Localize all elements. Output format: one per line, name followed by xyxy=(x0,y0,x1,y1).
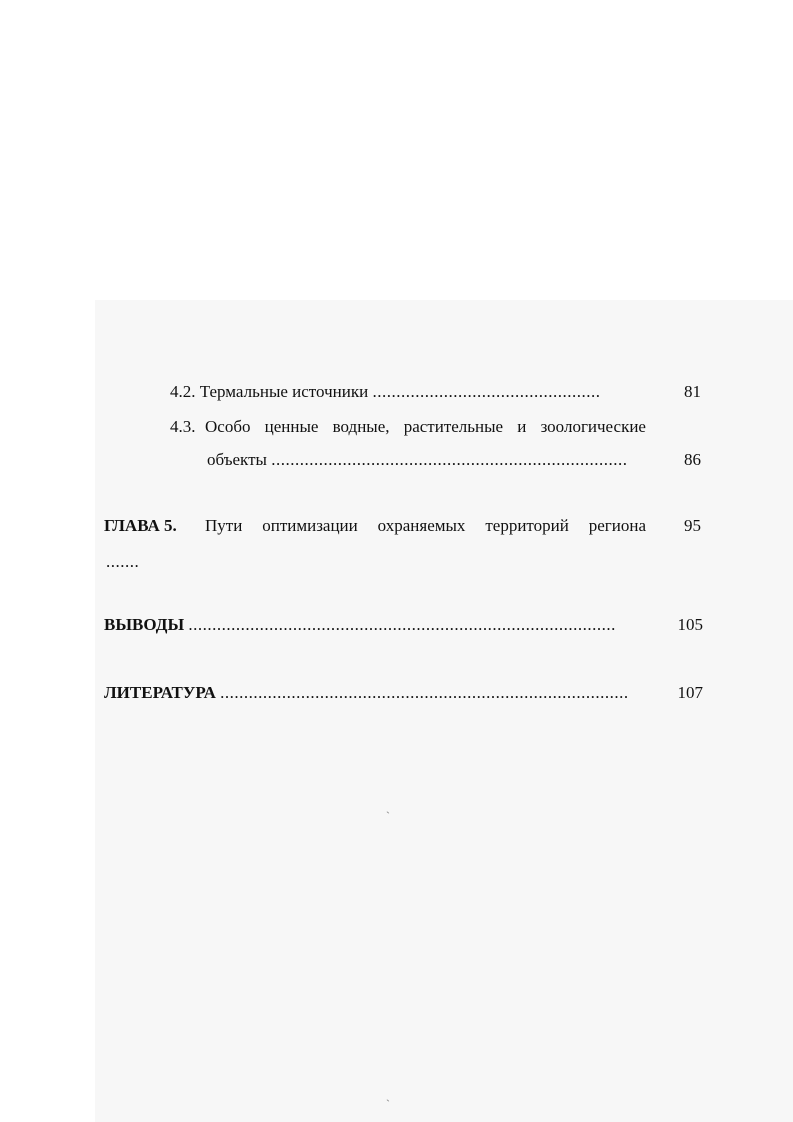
page-number: 107 xyxy=(677,683,703,702)
scan-speck: ˏ xyxy=(386,1088,390,1102)
title-word: региона xyxy=(588,516,646,535)
page-number: 95 xyxy=(684,516,701,535)
toc-entry-conclusions xyxy=(104,615,616,635)
title-word: Особо xyxy=(205,417,251,436)
page-number: 105 xyxy=(677,615,703,634)
title-word: охраняемых xyxy=(377,516,466,535)
toc-entry-literature xyxy=(104,683,629,703)
section-label: ЛИТЕРАТУРА xyxy=(104,683,216,702)
title-word: и xyxy=(517,417,527,436)
page-number: 86 xyxy=(684,450,701,469)
title-word: зоологические xyxy=(540,417,646,436)
toc-entry-4-3-number xyxy=(170,417,196,437)
leader-dots: .......................................................................................... xyxy=(188,615,616,634)
section-label: ВЫВОДЫ xyxy=(104,615,185,634)
title-word: растительные xyxy=(403,417,504,436)
scan-speck: ˏ xyxy=(386,800,390,814)
leader-dots: ........................................................................... xyxy=(271,450,628,469)
title-word: Пути xyxy=(205,516,243,535)
page-number: 81 xyxy=(684,382,701,401)
chapter-5-title xyxy=(205,516,646,536)
section-number: 4.2. xyxy=(170,382,196,401)
toc-entry-4-3-continuation xyxy=(207,450,627,470)
section-title-continuation: объекты xyxy=(207,450,267,469)
leader-dots: ....... xyxy=(106,552,140,571)
chapter-label: ГЛАВА 5. xyxy=(104,516,177,535)
section-number: 4.3. xyxy=(170,417,196,436)
toc-entry-4-3-title xyxy=(205,417,646,437)
section-title: Термальные источники xyxy=(199,382,369,401)
title-word: водные, xyxy=(332,417,390,436)
title-word: оптимизации xyxy=(262,516,358,535)
leader-dots: ................................................ xyxy=(372,382,601,401)
toc-entry-4-2 xyxy=(170,382,600,402)
leader-dots: ...................................................................................... xyxy=(220,683,629,702)
title-word: ценные xyxy=(264,417,319,436)
title-word: территорий xyxy=(485,516,569,535)
